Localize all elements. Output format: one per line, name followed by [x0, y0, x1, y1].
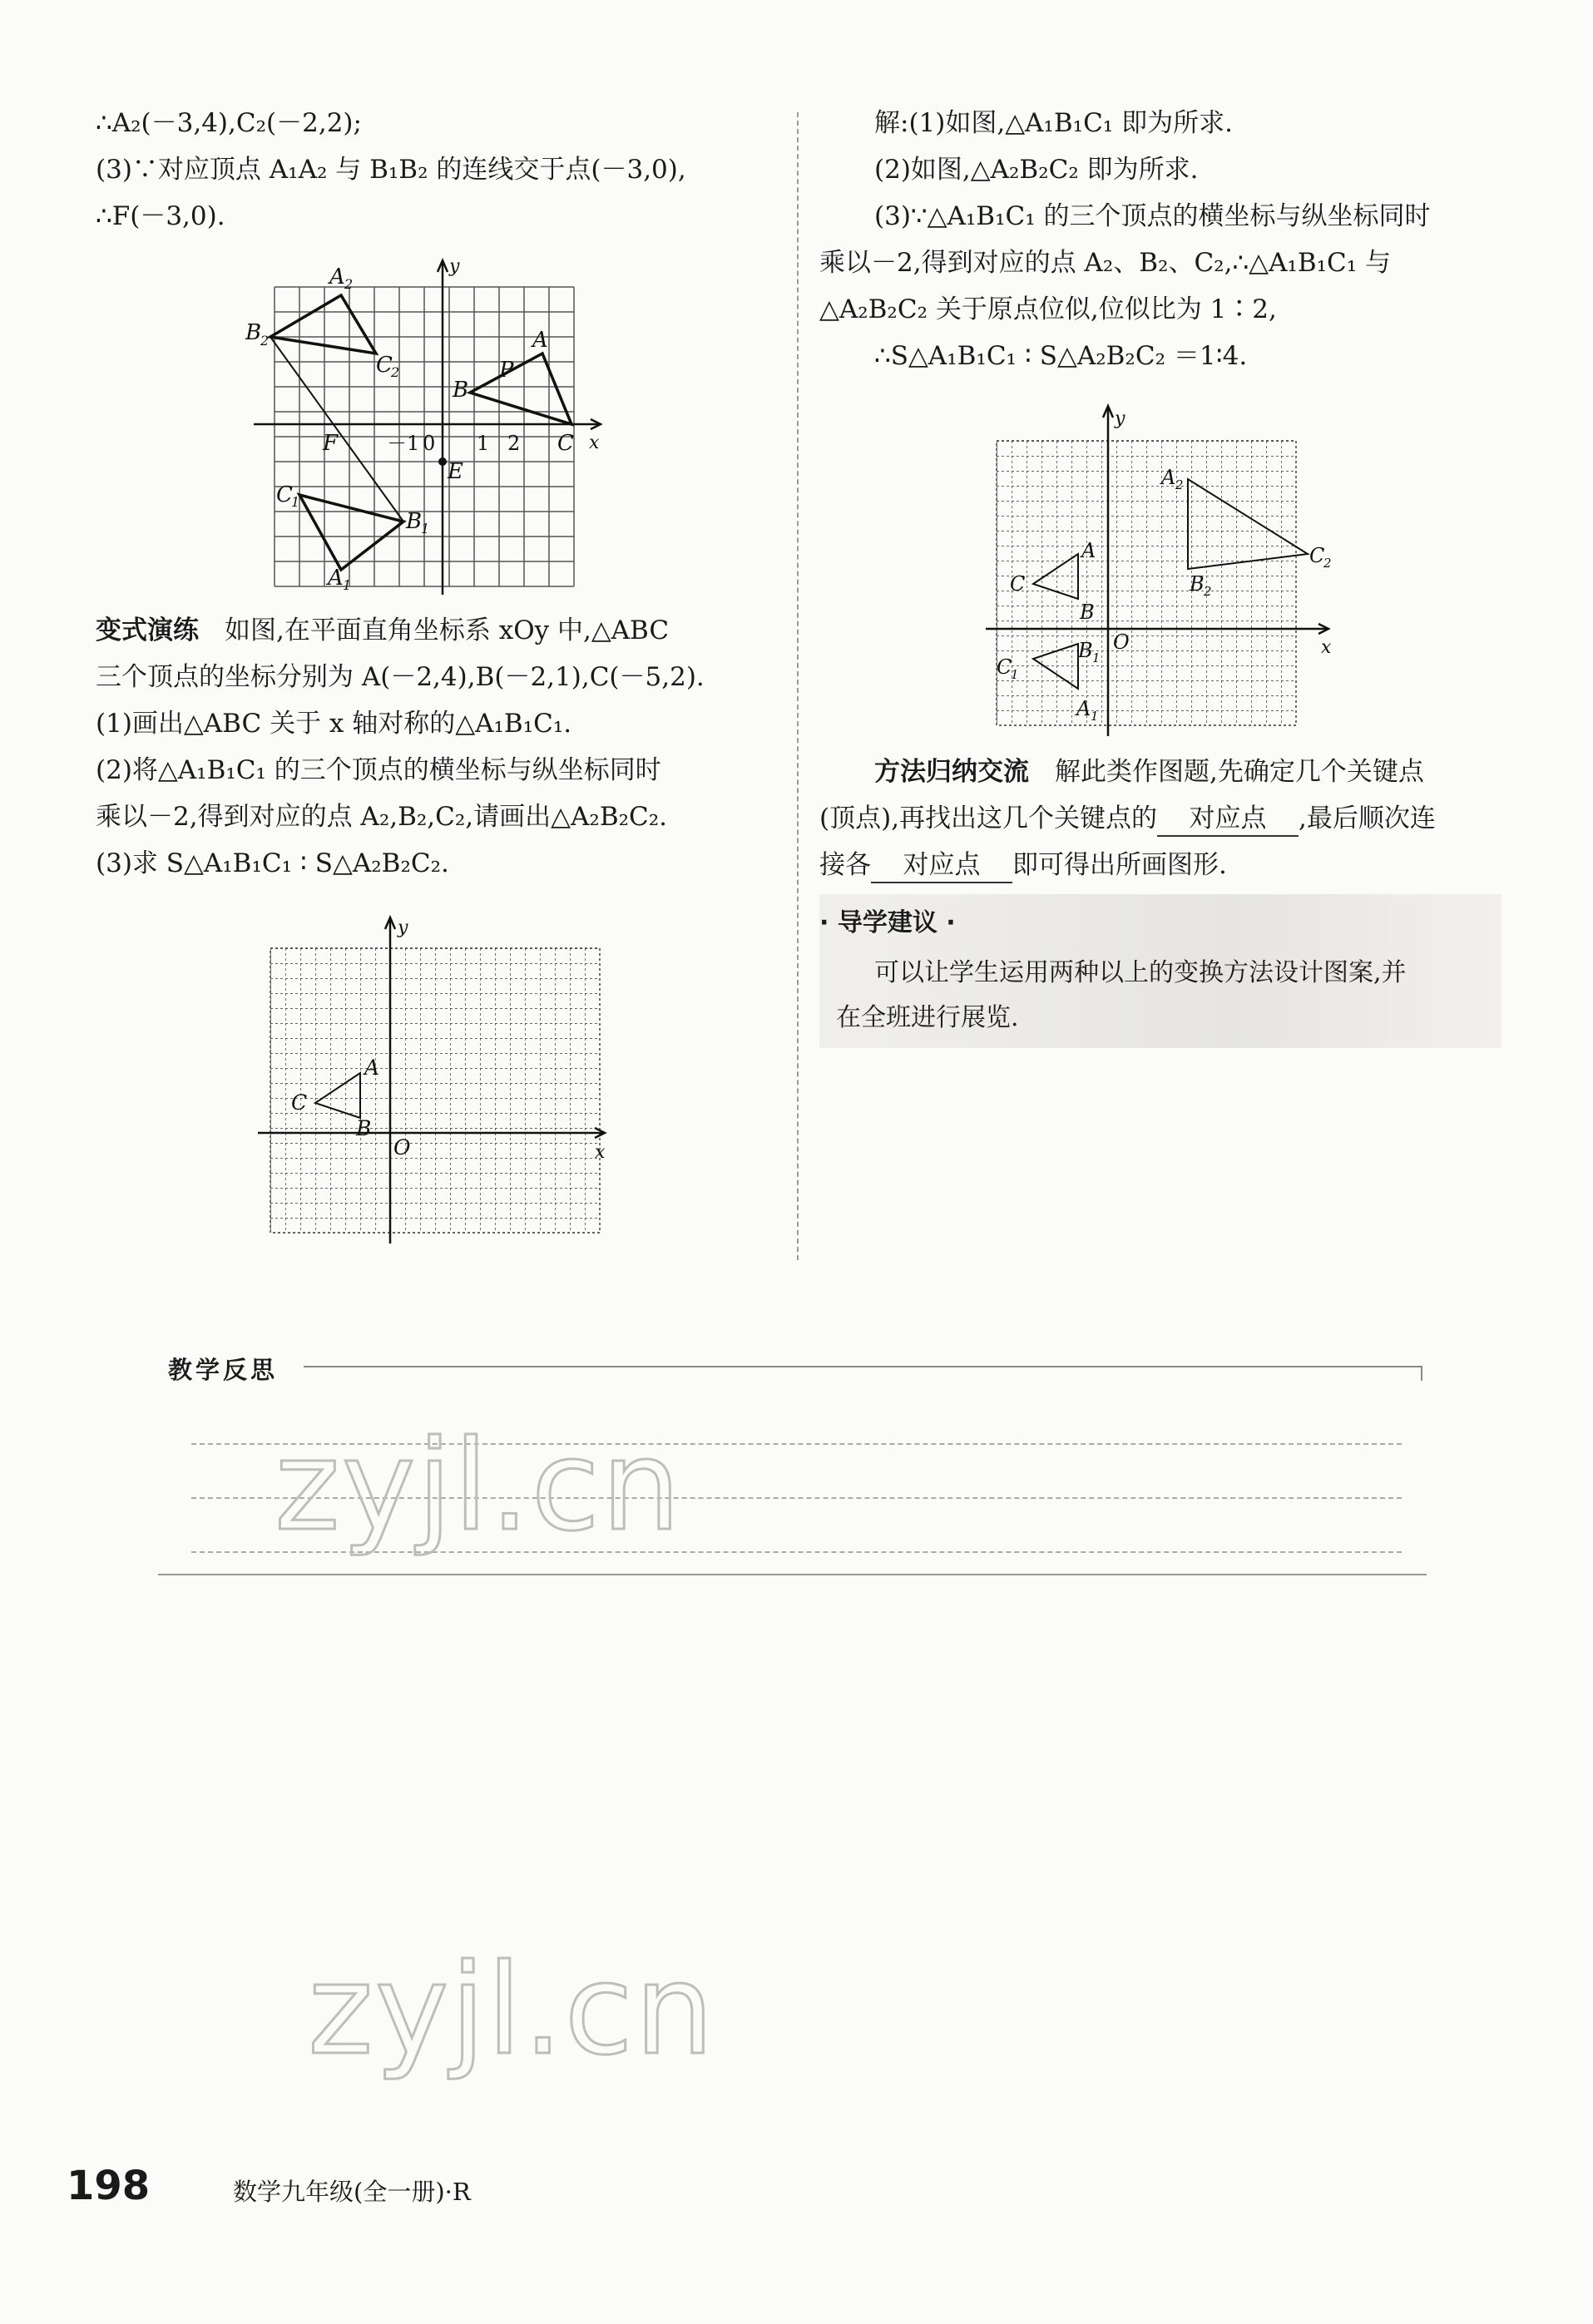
label-E: E	[448, 459, 463, 484]
label-A2: A	[329, 265, 345, 289]
label-B1: B	[406, 509, 423, 534]
label-C: C	[291, 1090, 308, 1115]
label-F: F	[323, 431, 339, 456]
left-column	[96, 100, 778, 240]
triangle-A2B2C2	[270, 295, 376, 354]
method-label: 方法归纳交流	[874, 757, 1029, 787]
page-number: 198	[67, 2163, 151, 2209]
subscript: 2	[1175, 477, 1184, 492]
subscript: 1	[291, 494, 300, 510]
divider	[1421, 1366, 1422, 1381]
text-line: (3)∵对应顶点 A₁A₂ 与 B₁B₂ 的连线交于点(－3,0),	[96, 155, 686, 185]
answer-blank: 对应点	[871, 848, 1012, 883]
text-line: ∴A₂(－3,4),C₂(－2,2);	[96, 108, 362, 138]
variant-exercise	[96, 607, 778, 887]
label-P: P	[499, 358, 514, 383]
answer-blank: 对应点	[1157, 802, 1299, 837]
reflection-title: 教学反思	[168, 1356, 279, 1384]
subscript: 2	[260, 333, 270, 349]
axis-y-label: y	[398, 917, 408, 938]
subscript: 1	[421, 521, 430, 536]
text-line: (2)如图,△A₂B₂C₂ 即为所求.	[874, 155, 1199, 185]
text-line: 三个顶点的坐标分别为 A(－2,4),B(－2,1),C(－5,2).	[96, 662, 705, 692]
label-A: A	[532, 328, 548, 353]
label-A: A	[1081, 539, 1096, 562]
watermark: zyjl.cn	[308, 1938, 716, 2083]
book-title: 数学九年级(全一册)·R	[233, 2178, 471, 2206]
subscript: 2	[391, 364, 400, 380]
tick-label: －1	[387, 432, 420, 455]
label-A2: A	[1161, 466, 1176, 489]
variant-label: 变式演练	[96, 616, 199, 645]
label-C: C	[557, 431, 574, 456]
subscript: 1	[1011, 667, 1019, 682]
text-line: △A₂B₂C₂ 关于原点位似,位似比为 1∶2,	[819, 294, 1277, 324]
guide-title: · 导学建议 ·	[819, 908, 956, 937]
label-C2: C	[1309, 544, 1325, 567]
triangle-A1B1C1	[299, 495, 403, 570]
right-column	[819, 100, 1501, 379]
text-line: ,最后顺次连	[1299, 804, 1436, 833]
text-line: 解:(1)如图,△A₁B₁C₁ 即为所求.	[874, 108, 1233, 138]
label-B: B	[1080, 601, 1095, 624]
text-line: ∴S△A₁B₁C₁ ∶ S△A₂B₂C₂ ＝1∶4.	[874, 341, 1248, 371]
subscript: 1	[343, 577, 352, 593]
text-line: 在全班进行展览.	[836, 1003, 1019, 1032]
tick-label: 0	[423, 432, 436, 455]
label-B2: B	[1190, 572, 1205, 596]
triangle-ABC	[470, 354, 571, 424]
divider	[158, 1574, 1427, 1575]
text-line: 乘以－2,得到对应的点 A₂、B₂、C₂,∴△A₁B₁C₁ 与	[819, 248, 1392, 278]
text-line: 接各	[819, 850, 871, 880]
axis-x-label: x	[1321, 637, 1332, 658]
label-origin: O	[1113, 630, 1130, 654]
label-origin: O	[393, 1135, 411, 1160]
label-C1: C	[276, 482, 293, 507]
label-A: A	[364, 1056, 380, 1080]
method-summary	[819, 749, 1501, 888]
text-line: 即可得出所画图形.	[1012, 850, 1227, 880]
subscript: 2	[344, 276, 354, 292]
axis-y-label: y	[449, 256, 460, 277]
column-divider	[797, 112, 799, 1260]
point-E	[438, 457, 447, 466]
label-B1: B	[1078, 639, 1093, 662]
text-line: (3)∵△A₁B₁C₁ 的三个顶点的横坐标与纵坐标同时	[874, 201, 1431, 231]
text-line: (1)画出△ABC 关于 x 轴对称的△A₁B₁C₁.	[96, 709, 572, 739]
guide-text	[819, 951, 1485, 1041]
label-B2: B	[245, 320, 262, 345]
subscript: 1	[1091, 709, 1099, 724]
grid-lines	[997, 441, 1296, 725]
text-line: ∴F(－3,0).	[96, 201, 225, 231]
tick-label: 1	[477, 432, 490, 455]
label-B: B	[453, 378, 469, 403]
label-B: B	[356, 1116, 372, 1140]
guide-box	[819, 894, 1501, 1048]
label-A1: A	[1076, 697, 1091, 720]
axis-y-label: y	[1115, 408, 1125, 429]
subscript: 1	[1092, 650, 1101, 665]
text-line: (3)求 S△A₁B₁C₁ ∶ S△A₂B₂C₂.	[96, 848, 449, 878]
figure-3-grid	[982, 399, 1339, 740]
watermark: zyjl.cn	[275, 1414, 683, 1559]
axis-x-label: x	[589, 433, 600, 453]
figure-1-grid	[241, 254, 632, 603]
label-A1: A	[328, 566, 344, 591]
text-line: 可以让学生运用两种以上的变换方法设计图案,并	[874, 958, 1407, 987]
label-C1: C	[997, 655, 1012, 679]
text-line: 解此类作图题,先确定几个关键点	[1055, 757, 1424, 787]
text-line: 乘以－2,得到对应的点 A₂,B₂,C₂,请画出△A₂B₂C₂.	[96, 802, 668, 832]
text-line: 如图,在平面直角坐标系 xOy 中,△ABC	[225, 616, 670, 645]
axis-x-label: x	[595, 1142, 606, 1163]
text-line: (2)将△A₁B₁C₁ 的三个顶点的横坐标与纵坐标同时	[96, 755, 661, 785]
divider	[304, 1366, 1422, 1367]
text-line: (顶点),再找出这几个关键点的	[819, 804, 1158, 833]
tick-label: 2	[507, 432, 521, 455]
figure-2-grid	[258, 915, 624, 1248]
grid-lines	[270, 948, 600, 1233]
subscript: 2	[1323, 556, 1332, 571]
subscript: 2	[1204, 584, 1212, 599]
label-C2: C	[376, 353, 393, 378]
label-C: C	[1010, 572, 1026, 596]
